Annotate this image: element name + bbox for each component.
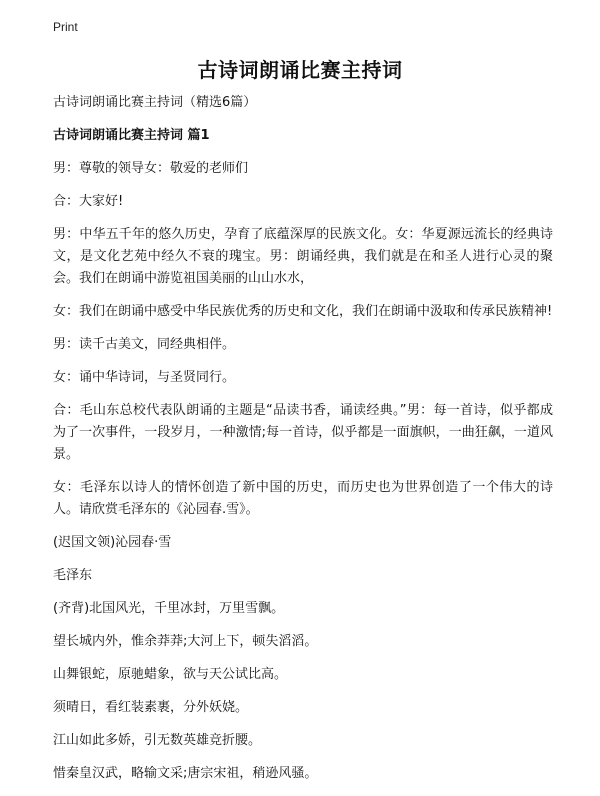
section-heading: 古诗词朗诵比赛主持词 篇1 xyxy=(53,128,210,143)
poem-line: 山舞银蛇，原驰蜡象，欲与天公试比高。 xyxy=(53,667,288,682)
paragraph: 男：中华五千年的悠久历史，孕育了底蕴深厚的民族文化。女：华夏源远流长的经典诗文，是文化艺苑中经久不衰的瑰宝。男：朗诵经典，我们就是在和圣人进行心灵的聚会。我们在朗诵中游览祖国美丽的山山水水， xyxy=(53,227,553,286)
document-body xyxy=(53,92,553,796)
page-title: 古诗词朗诵比赛主持词 xyxy=(197,58,403,82)
paragraph: 合：毛山东总校代表队朗诵的主题是“品读书香，诵读经典。”男：每一首诗，似乎都成为了一次事件，一段岁月，一种激情;每一首诗，似乎都是一面旗帜，一曲狂飙，一道风景。 xyxy=(53,403,553,462)
poem-line: (齐背)北国风光，千里冰封，万里雪飘。 xyxy=(53,601,285,616)
paragraph: 男：读千古美文，同经典相伴。 xyxy=(53,337,236,352)
paragraph: 女：诵中华诗词，与圣贤同行。 xyxy=(53,370,236,385)
paragraph: 女：我们在朗诵中感受中华民族优秀的历史和文化，我们在朗诵中汲取和传承民族精神! xyxy=(53,304,553,319)
poem-line: 须晴日，看红装素裹，分外妖娆。 xyxy=(53,700,249,715)
paragraph: 合：大家好! xyxy=(53,194,124,209)
document-subtitle: 古诗词朗诵比赛主持词（精选6篇） xyxy=(53,95,257,110)
paragraph: 男：尊敬的领导女：敬爱的老师们 xyxy=(53,161,249,176)
poem-line: 惜秦皇汉武，略输文采;唐宗宋祖，稍逊风骚。 xyxy=(53,766,318,781)
paragraph: 女：毛泽东以诗人的情怀创造了新中国的历史，而历史也为世界创造了一个伟大的诗人。请欣赏毛泽东的《沁园春.雪》。 xyxy=(53,480,553,517)
poem-line: 望长城内外，惟余莽莽;大河上下，顿失滔滔。 xyxy=(53,634,318,649)
poem-line: 江山如此多娇，引无数英雄竞折腰。 xyxy=(53,733,262,748)
poem-title: (迟国文领)沁园春·雪 xyxy=(53,535,172,550)
print-link[interactable]: Print xyxy=(53,20,78,34)
poem-author: 毛泽东 xyxy=(53,568,93,583)
